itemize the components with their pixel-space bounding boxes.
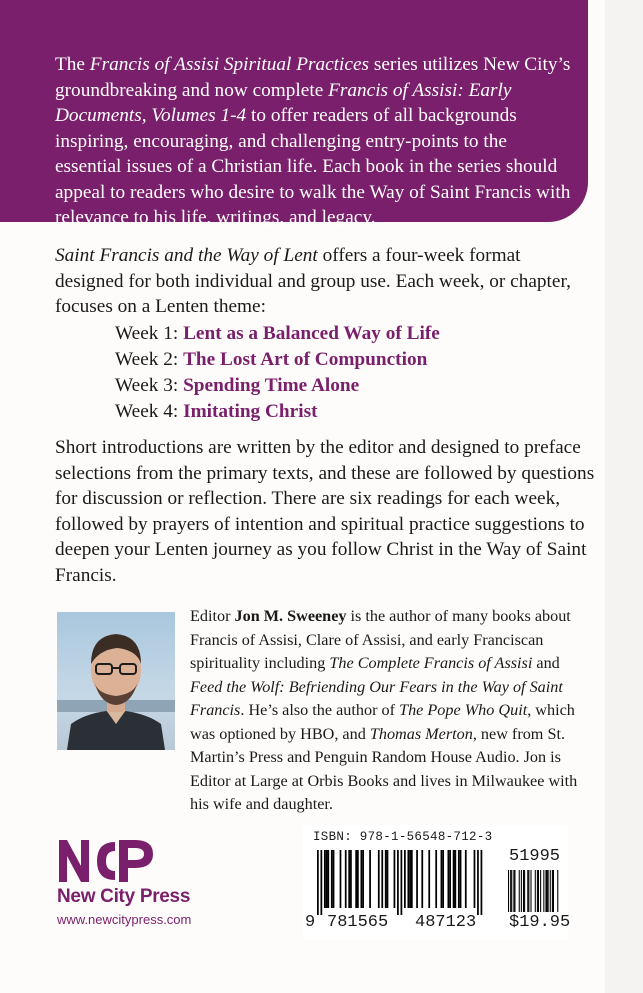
barcode-right-digits: 487123 xyxy=(415,913,477,932)
text-run: , which was optioned by HBO, and xyxy=(190,701,575,743)
price-barcode-bar xyxy=(511,870,512,912)
barcode-bar xyxy=(361,850,363,908)
isbn-label: ISBN: 978-1-56548-712-3 xyxy=(313,830,493,844)
barcode-bar xyxy=(460,850,462,908)
price-barcode-bar xyxy=(550,870,551,912)
price-barcode-bar xyxy=(548,870,549,912)
text-run: Jon M. Sweeney xyxy=(234,607,347,625)
barcode-bar xyxy=(458,850,460,908)
week-title: Spending Time Alone xyxy=(183,375,360,396)
week-label: Week 2: xyxy=(115,349,184,370)
barcode-bar xyxy=(474,850,476,908)
barcode-bar xyxy=(448,850,450,908)
price-barcode-bar xyxy=(537,870,538,912)
barcode-bar xyxy=(331,850,333,908)
week-title: Lent as a Balanced Way of Life xyxy=(183,323,440,344)
barcode-bar xyxy=(340,850,342,908)
week-item xyxy=(115,373,440,399)
barcode-bar xyxy=(327,850,329,908)
price-barcode-bar xyxy=(510,870,511,912)
text-run: The Complete Francis of Assisi xyxy=(329,654,533,672)
price-barcode-bar xyxy=(545,870,546,912)
barcode-bar xyxy=(369,850,371,908)
weekly-themes-list xyxy=(115,321,440,425)
text-run: and xyxy=(532,654,560,672)
barcode-bar xyxy=(481,850,483,915)
week-label: Week 1: xyxy=(115,323,184,344)
text-run: . He’s also the author of xyxy=(240,701,400,719)
price-barcode-bar xyxy=(557,870,558,912)
text-run: Editor xyxy=(190,607,235,625)
barcode-bar xyxy=(411,850,413,908)
price: $19.95 xyxy=(509,913,571,932)
barcode-bar xyxy=(477,850,479,915)
barcode-bar xyxy=(401,850,403,915)
week-item xyxy=(115,321,440,347)
barcode-block xyxy=(303,825,571,940)
price-barcode-bar xyxy=(519,870,520,912)
price-barcode-bar xyxy=(527,870,528,912)
price-barcode-bar xyxy=(530,870,531,912)
barcode-bar xyxy=(317,850,319,915)
week-label: Week 4: xyxy=(115,401,184,422)
text-run: Francis of Assisi: Early Documents, Volumes 1-4 xyxy=(55,79,512,126)
barcode-bar xyxy=(442,850,444,908)
week-title: Imitating Christ xyxy=(183,401,318,422)
author-photo xyxy=(57,612,175,750)
book-title: Saint Francis and the Way of Lent xyxy=(55,245,318,266)
barcode-bar xyxy=(320,850,322,915)
barcode-bar xyxy=(453,850,455,908)
publisher-url[interactable]: www.newcitypress.com xyxy=(57,912,192,927)
barcode-bar xyxy=(397,850,399,915)
barcode-bar xyxy=(454,850,456,908)
barcode-bar xyxy=(378,850,380,908)
publisher-logo xyxy=(57,838,202,933)
price-barcode-bar xyxy=(528,870,529,912)
price-barcode-bar xyxy=(535,870,536,912)
price-barcode xyxy=(508,870,560,912)
price-addon-code: 51995 xyxy=(509,847,561,866)
text-run: The Pope Who Quit xyxy=(399,701,528,719)
book-intro xyxy=(55,243,590,320)
barcode-bar xyxy=(333,850,335,908)
price-barcode-bar xyxy=(508,870,509,912)
barcode-bar xyxy=(324,850,326,908)
price-barcode-bar xyxy=(524,870,525,912)
barcode-bar xyxy=(348,850,350,908)
price-barcode-bar xyxy=(543,870,544,912)
intro-text: offers a four-week format designed for both individual and group use. Each week, or chapter, focuses on a Lenten theme: xyxy=(55,245,571,317)
text-run: is the author of many books about Francis of Assisi, Clare of Assisi, and early Franciscan spirituality including xyxy=(190,607,571,672)
price-barcode-bar xyxy=(521,870,522,912)
barcode-bar xyxy=(404,850,406,908)
barcode-bar xyxy=(409,850,411,908)
week-title: The Lost Art of Compunction xyxy=(183,349,428,370)
book-details-paragraph: Short introductions are written by the editor and designed to preface selections from the primary texts, and these are followed by questions for discussion or reflection. There are six readings for each week, followed by prayers of intention and spiritual practice suggestions to deepen your Lenten journey as you follow Christ in the Way of Saint Francis. xyxy=(55,437,595,586)
week-item xyxy=(115,399,440,425)
price-barcode-bar xyxy=(523,870,524,912)
barcode-left-digits: 781565 xyxy=(327,913,389,932)
week-label: Week 3: xyxy=(115,375,184,396)
week-item xyxy=(115,347,440,373)
barcode-bar xyxy=(416,850,418,908)
barcode-bar xyxy=(465,850,467,908)
barcode-bar xyxy=(357,850,359,908)
price-barcode-bar xyxy=(553,870,554,912)
author-bio xyxy=(190,605,590,817)
text-run: Thomas Merton xyxy=(369,724,473,743)
series-banner xyxy=(0,0,588,228)
barcode-bar xyxy=(381,850,383,908)
text-run: , new from St. Martin’s Press and Penguin Random House Audio. Jon is Editor at Large at Orbis Books and lives in Milwaukee with his wife and daughter. xyxy=(190,724,578,813)
price-barcode-bar xyxy=(552,870,553,912)
barcode-bar xyxy=(421,850,423,908)
text-run: The xyxy=(55,54,90,75)
barcode-bar xyxy=(345,850,347,908)
price-barcode-bar xyxy=(538,870,539,912)
text-run: series utilizes New City’s groundbreaking and now complete xyxy=(55,54,571,101)
author-portrait-illustration xyxy=(57,612,175,750)
price-barcode-bar xyxy=(513,870,514,912)
page-edge xyxy=(605,0,643,993)
publisher-name: New City Press xyxy=(57,886,191,907)
text-run: Francis of Assisi Spiritual Practices xyxy=(89,54,370,75)
barcode-bar xyxy=(350,850,352,908)
barcode-bar xyxy=(435,850,437,908)
barcode-bar xyxy=(362,850,364,908)
barcode-bar xyxy=(449,850,451,908)
text-run: Feed the Wolf: Befriending Our Fears in the Way of Saint Francis xyxy=(190,677,563,719)
ean-barcode xyxy=(317,850,501,915)
barcode-lead-digit: 9 xyxy=(305,913,316,932)
series-description xyxy=(55,52,575,231)
barcode-bar xyxy=(385,850,387,908)
price-barcode-bar xyxy=(547,870,548,912)
barcode-bar xyxy=(428,850,430,908)
ncp-logo-mark xyxy=(57,838,157,884)
text-run: to offer readers of all backgrounds inspiring, encouraging, and challenging entry-points to the essential issues of a Christian life. Each book in the series should appeal to readers who desire to walk the Way of Saint Francis with relevance to his life, writings, and legacy. xyxy=(55,105,571,228)
barcode-bar xyxy=(387,850,389,908)
barcode-bar xyxy=(441,850,443,908)
barcode-bar xyxy=(326,850,328,908)
price-barcode-bar xyxy=(540,870,541,912)
barcode-bar xyxy=(355,850,357,908)
barcode-bar xyxy=(394,850,396,908)
barcode-bar xyxy=(407,850,409,908)
price-barcode-bar xyxy=(514,870,515,912)
